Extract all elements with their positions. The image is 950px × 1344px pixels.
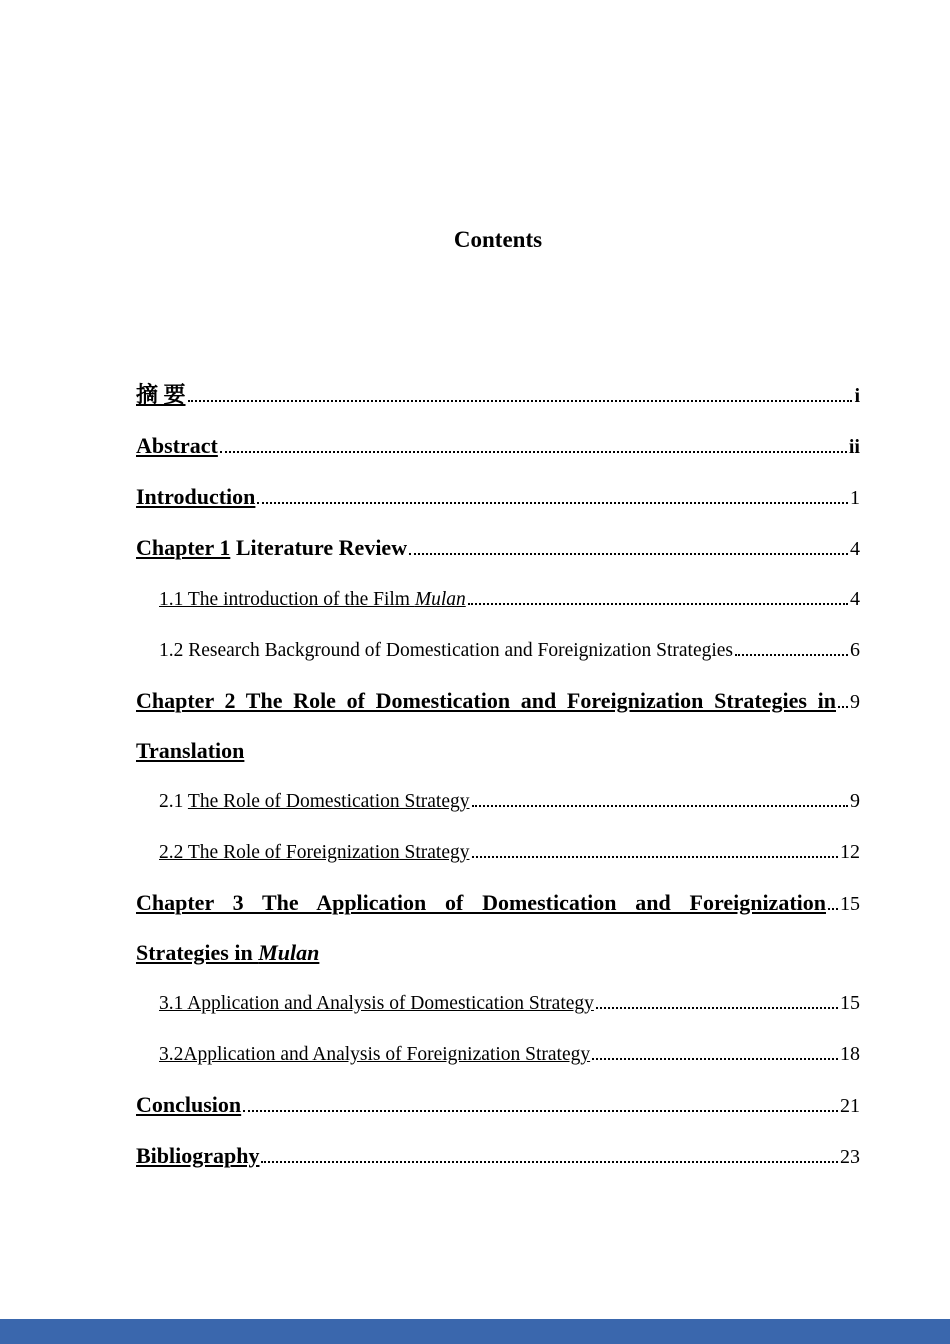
- page-number: 1: [850, 487, 860, 509]
- dot-leader: [243, 1110, 838, 1112]
- page-number: ii: [848, 436, 860, 458]
- toc-text-segment: 1.2 Research Background of Domestication and Foreignization Strategies: [159, 640, 734, 661]
- toc-text-segment: Conclusion: [136, 1092, 242, 1117]
- page-number: 15: [840, 893, 860, 915]
- page-number: 23: [840, 1146, 860, 1168]
- toc-entry-title: [136, 1131, 259, 1181]
- toc-text-segment: 摘 要: [136, 382, 186, 407]
- toc-entry-title: [136, 421, 218, 471]
- toc-text-segment: Introduction: [136, 484, 256, 509]
- dot-leader: [257, 502, 848, 504]
- toc-entry-title: [136, 370, 186, 420]
- toc-entry-title: [136, 676, 836, 776]
- page-number: 4: [850, 538, 860, 560]
- toc-text-segment: Mulan: [258, 940, 320, 965]
- toc-entry-title: [136, 523, 407, 573]
- dot-leader: [409, 553, 848, 555]
- page-number: 12: [840, 841, 860, 863]
- dot-leader: [596, 1007, 838, 1009]
- page-number: 15: [840, 992, 860, 1014]
- toc-entry[interactable]: [136, 1131, 860, 1182]
- toc-entry-title: [159, 1030, 590, 1080]
- page-number: 9: [850, 691, 860, 713]
- toc-text-segment: Chapter 2 The Role of Domestication and Foreignization Strategies in Translation: [136, 688, 836, 763]
- toc-entry[interactable]: [136, 523, 860, 574]
- toc-entry[interactable]: [136, 676, 860, 776]
- toc-text-segment: 1.1 The introduction of the Film: [159, 589, 415, 610]
- toc-text-segment: 2.2 The Role of Foreignization Strategy: [159, 842, 470, 863]
- toc-entry[interactable]: [136, 574, 860, 625]
- toc-entry[interactable]: [136, 421, 860, 472]
- toc-entry-title: [136, 472, 255, 522]
- toc-entry-title: [159, 575, 466, 625]
- dot-leader: [838, 706, 848, 708]
- toc-entry-title: [136, 878, 826, 978]
- contents-title: Contents: [453, 227, 543, 252]
- toc-entry-title: [159, 777, 470, 827]
- toc-entry[interactable]: [136, 878, 860, 978]
- dot-leader: [735, 654, 848, 656]
- page-number: 9: [850, 790, 860, 812]
- toc-text-segment: Bibliography: [136, 1143, 260, 1168]
- toc-entry-title: [136, 1080, 241, 1130]
- page-number: 21: [840, 1095, 860, 1117]
- toc-entry-title: [159, 979, 594, 1029]
- toc-entry[interactable]: [136, 625, 860, 676]
- toc-entry[interactable]: [136, 1080, 860, 1131]
- toc-entry[interactable]: [136, 1029, 860, 1080]
- toc-entry[interactable]: [136, 472, 860, 523]
- dot-leader: [472, 856, 839, 858]
- window-bottom-bar: [0, 1319, 950, 1344]
- toc-entry-title: [159, 626, 733, 676]
- dot-leader: [220, 451, 847, 453]
- toc-entry[interactable]: [136, 370, 860, 421]
- toc-text-segment: 3.2Application and Analysis of Foreignization Strategy: [159, 1044, 591, 1065]
- toc-entry[interactable]: [136, 776, 860, 827]
- dot-leader: [592, 1058, 838, 1060]
- toc-text-segment: Chapter 3 The Application of Domestication and Foreignization Strategies in: [136, 890, 826, 965]
- toc-entry[interactable]: [136, 978, 860, 1029]
- toc-text-segment: Literature Review: [230, 535, 408, 560]
- dot-leader: [468, 603, 848, 605]
- toc-text-segment: Mulan: [414, 589, 466, 610]
- toc-entry[interactable]: [136, 827, 860, 878]
- dot-leader: [828, 908, 838, 910]
- page-number: 6: [850, 639, 860, 661]
- toc-text-segment: Abstract: [136, 433, 218, 458]
- page-number: 18: [840, 1043, 860, 1065]
- dot-leader: [472, 805, 848, 807]
- dot-leader: [261, 1161, 838, 1163]
- dot-leader: [188, 400, 853, 402]
- page-number: i: [854, 385, 860, 407]
- toc-list: [136, 370, 860, 1182]
- page-number: 4: [850, 588, 860, 610]
- toc-text-segment: 2.1: [159, 791, 188, 812]
- toc-text-segment: 3.1 Application and Analysis of Domestication Strategy: [159, 993, 594, 1014]
- toc-text-segment: Chapter 1: [136, 535, 231, 560]
- toc-entry-title: [159, 828, 470, 878]
- toc-text-segment: The Role of Domestication Strategy: [187, 791, 470, 812]
